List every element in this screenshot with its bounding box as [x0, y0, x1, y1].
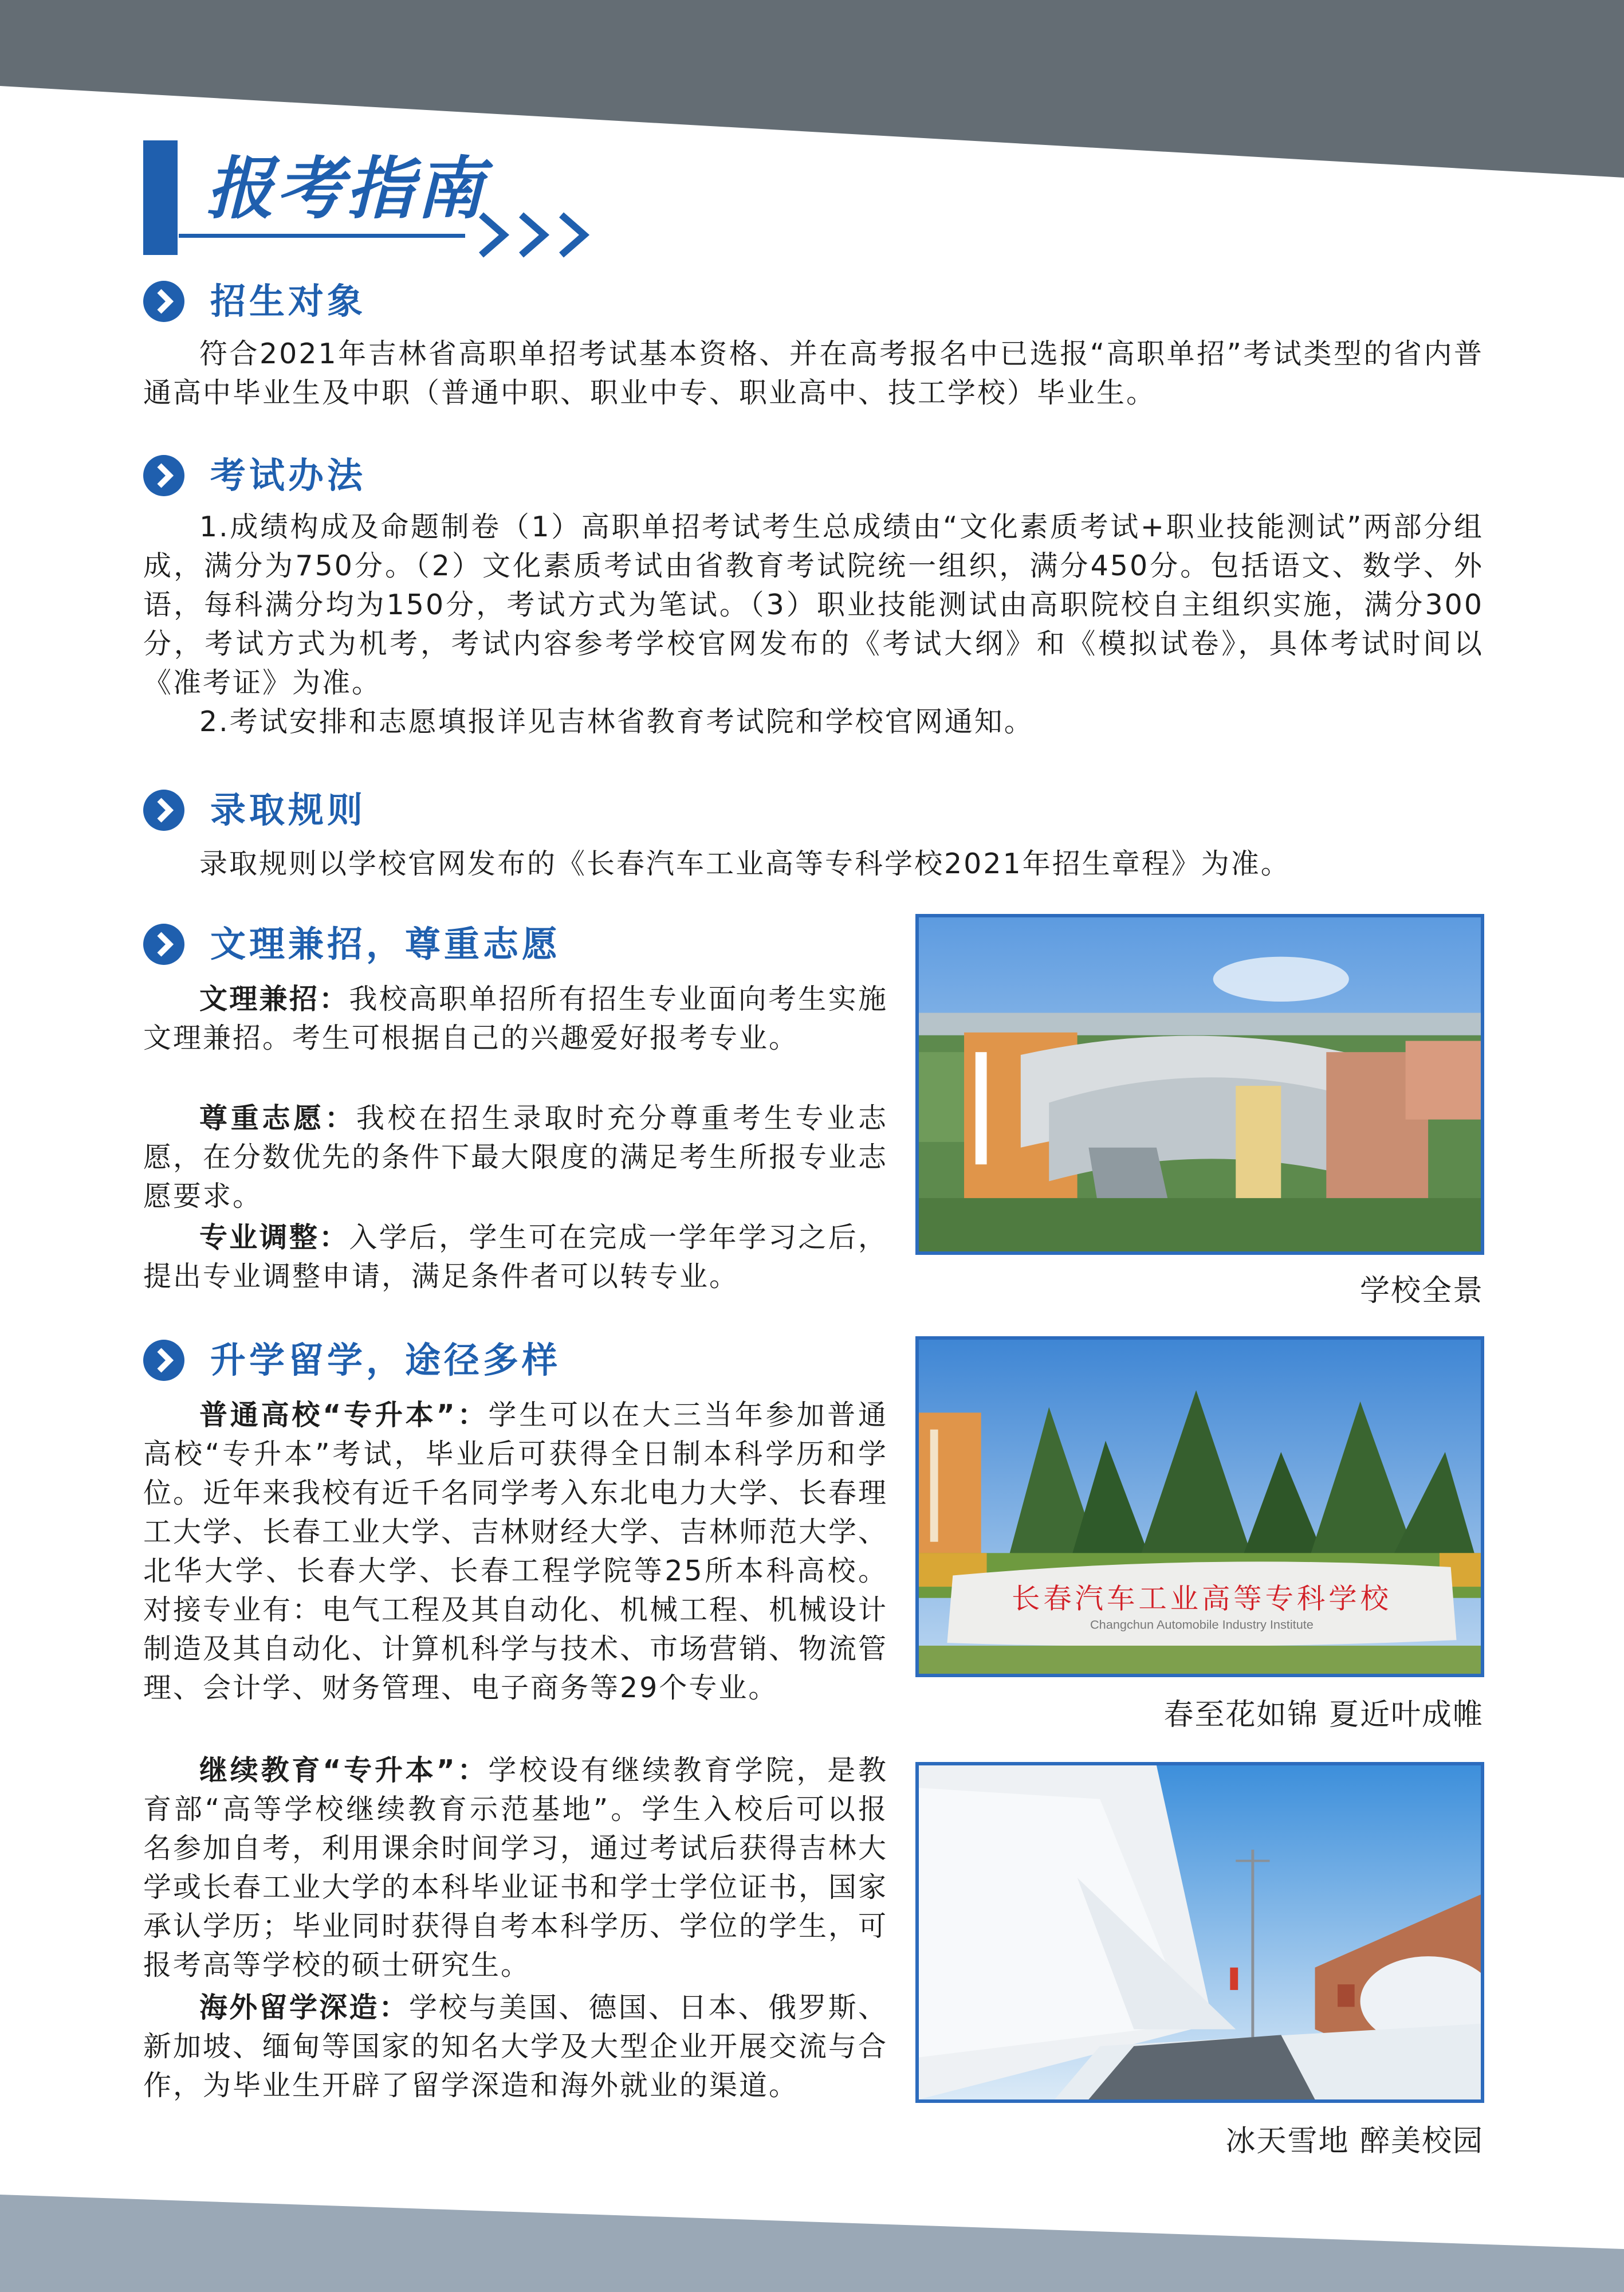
exam-paragraph-2: 2.考试安排和志愿填报详见吉林省教育考试院和学校官网通知。 — [199, 705, 1034, 738]
chevron-right-icon — [143, 924, 184, 965]
further-text-2: 学校设有继续教育学院，是教育部“高等学校继续教育示范基地”。学生入校后可以报名参加自考，利用课余时间学习，通过考试后获得吉林大学或长春工业大学的本科毕业证书和学士学位证书，国家承认学历；毕业同时获得自考本科学历、学位的学生，可报考高等学校的硕士研究生。 — [143, 1754, 888, 1981]
majors-paragraph-1 — [143, 980, 888, 1058]
page-title: 报考指南 — [206, 149, 486, 228]
section-heading-admission — [143, 790, 366, 831]
photo-caption-1: 学校全景 — [1359, 1274, 1484, 1308]
sign-english-text: Changchun Automobile Industry Institute — [1090, 1617, 1314, 1632]
sign-chinese-text: 长春汽车工业高等专科学校 — [1012, 1581, 1392, 1615]
chevron-right-icon — [143, 790, 184, 831]
further-paragraph-1 — [143, 1396, 888, 1708]
further-paragraph-2 — [143, 1751, 888, 1985]
snowy-campus-photo — [915, 1762, 1484, 2103]
majors-label-3: 专业调整： — [199, 1221, 349, 1254]
majors-text-3: 入学后，学生可在完成一学年学习之后，提出专业调整申请，满足条件者可以转专业。 — [143, 1221, 888, 1293]
section-title: 录取规则 — [210, 789, 367, 831]
further-label-1: 普通高校“专升本”： — [199, 1399, 489, 1431]
admission-paragraph: 录取规则以学校官网发布的《长春汽车工业高等专科学校2021年招生章程》为准。 — [199, 847, 1291, 880]
section-heading-target — [143, 281, 366, 322]
majors-text-2: 我校在招生录取时充分尊重考生专业志愿，在分数优先的条件下最大限度的满足考生所报专业志愿要求。 — [143, 1102, 888, 1212]
further-text-1: 学生可以在大三当年参加普通高校“专升本”考试，毕业后可获得全日制本科学历和学位。近年来我校有近千名同学考入东北电力大学、长春理工大学、长春工业大学、吉林财经大学、吉林师范大学、北华大学、长春大学、长春工程学院等25所本科高校。对接专业有：电气工程及其自动化、机械工程、机械设计制造及其自动化、计算机科学与技术、市场营销、物流管理、会计学、财务管理、电子商务等29个专业。 — [143, 1399, 888, 1704]
section-heading-further — [143, 1340, 561, 1381]
chevron-right-icon — [143, 455, 184, 496]
further-label-3: 海外留学深造： — [199, 1991, 409, 2024]
school-sign-photo — [915, 1336, 1484, 1677]
section-title: 考试办法 — [210, 454, 367, 496]
target-paragraph: 符合2021年吉林省高职单招考试基本资格、并在高考报名中已选报“高职单招”考试类型的省内普通高中毕业生及中职（普通中职、职业中专、职业高中、技工学校）毕业生。 — [143, 337, 1484, 409]
section-heading-exam — [143, 455, 366, 496]
majors-label-2: 尊重志愿： — [199, 1102, 356, 1135]
majors-paragraph-3 — [143, 1218, 888, 1296]
title-underline — [179, 234, 465, 238]
further-text-3: 学校与美国、德国、日本、俄罗斯、新加坡、缅甸等国家的知名大学及大型企业开展交流与合作，为毕业生开辟了留学深造和海外就业的渠道。 — [143, 1991, 888, 2102]
section-title: 招生对象 — [210, 280, 367, 322]
campus-panorama-photo — [915, 914, 1484, 1255]
title-accent-bar — [143, 140, 178, 255]
section-title: 升学留学，途径多样 — [210, 1339, 561, 1381]
majors-label-1: 文理兼招： — [199, 983, 349, 1015]
triple-chevron-icon — [475, 206, 601, 264]
section-heading-majors — [143, 924, 561, 965]
photo-caption-3: 冰天雪地 醉美校园 — [1225, 2124, 1484, 2158]
majors-text-1: 我校高职单招所有招生专业面向考生实施文理兼招。考生可根据自己的兴趣爱好报考专业。 — [143, 983, 888, 1054]
majors-paragraph-2 — [143, 1099, 888, 1216]
chevron-right-icon — [143, 1340, 184, 1381]
exam-paragraph-1: 1.成绩构成及命题制卷（1）高职单招考试考生总成绩由“文化素质考试+职业技能测试”两部分组成，满分为750分。（2）文化素质考试由省教育考试院统一组织，满分450分。包括语文、数学、外语，每科满分均为150分，考试方式为笔试。（3）职业技能测试由高职院校自主组织实施，满分300分，考试方式为机考，考试内容参考学校官网发布的《考试大纲》和《模拟试卷》，具体考试时间以《准考证》为准。 — [143, 511, 1484, 699]
further-paragraph-3 — [143, 1988, 888, 2105]
further-label-2: 继续教育“专升本”： — [199, 1754, 489, 1787]
photo-caption-2: 春至花如锦 夏近叶成帷 — [1163, 1698, 1484, 1732]
chevron-right-icon — [143, 281, 184, 322]
section-title: 文理兼招，尊重志愿 — [210, 923, 561, 965]
